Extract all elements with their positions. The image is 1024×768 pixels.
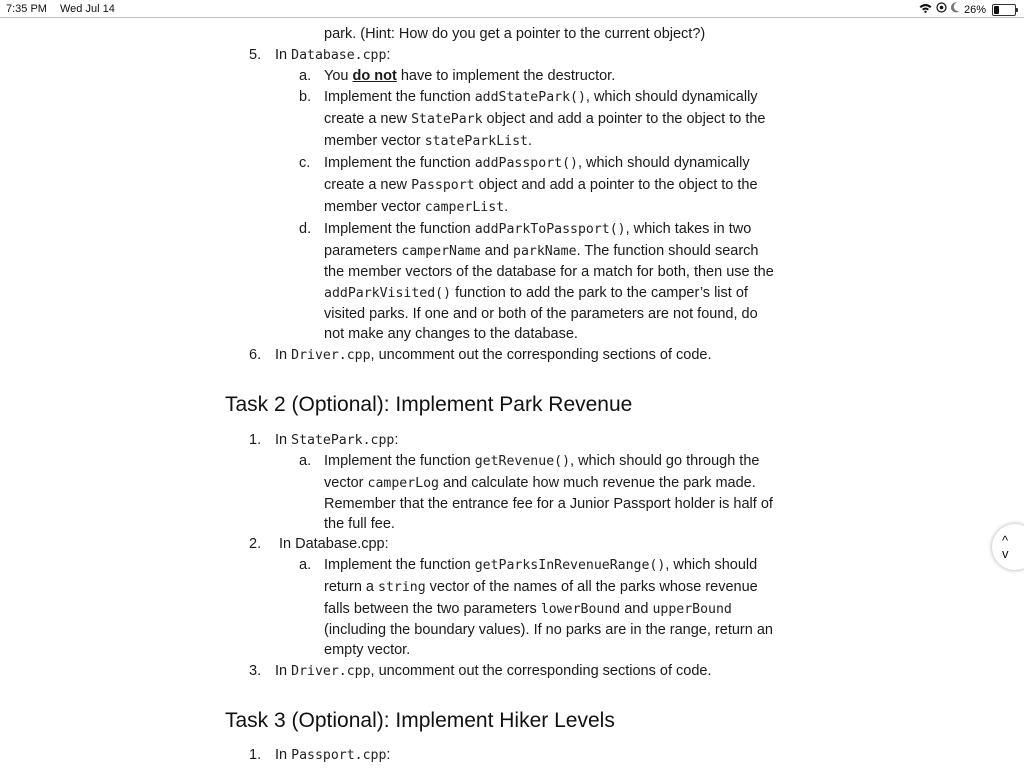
list-item: In Passport.cpp: bbox=[275, 747, 391, 763]
battery-icon bbox=[992, 4, 1016, 16]
list-item: Implement the function getParksInRevenueRange(), which should bbox=[324, 557, 758, 573]
moon-icon bbox=[951, 2, 960, 17]
status-divider bbox=[0, 17, 1024, 18]
code-filename: Database.cpp bbox=[291, 48, 387, 63]
list-item: In Database.cpp: bbox=[275, 47, 391, 63]
text-line: visited parks. If one and or both of the parameters are not found, do bbox=[324, 306, 758, 322]
list-item: Implement the function addPassport(), which should dynamically bbox=[324, 155, 750, 171]
list-number: 5. bbox=[249, 47, 262, 63]
list-item: In Database.cpp: bbox=[279, 536, 389, 552]
code-member: camperLog bbox=[367, 476, 439, 491]
code-class: StatePark bbox=[411, 112, 483, 127]
status-date: Wed Jul 14 bbox=[60, 3, 115, 15]
list-number: 1. bbox=[249, 432, 262, 448]
code-member: stateParkList bbox=[424, 134, 528, 149]
code-filename: StatePark.cpp bbox=[291, 433, 395, 448]
code-member: camperList bbox=[424, 200, 505, 215]
code-param: lowerBound bbox=[540, 602, 621, 617]
list-letter: a. bbox=[299, 557, 312, 573]
code-class: Passport bbox=[411, 178, 475, 193]
list-letter: d. bbox=[299, 221, 312, 237]
text-line: falls between the two parameters lowerBound and upperBound bbox=[324, 601, 732, 617]
status-time: 7:35 PM bbox=[6, 3, 47, 15]
list-item: In Driver.cpp, uncomment out the corresponding sections of code. bbox=[275, 347, 712, 363]
location-lock-icon bbox=[936, 2, 947, 17]
text-line: park. (Hint: How do you get a pointer to the current object?) bbox=[324, 26, 706, 42]
code-param: parkName bbox=[513, 244, 577, 259]
list-letter: c. bbox=[299, 155, 311, 171]
list-letter: a. bbox=[299, 453, 312, 469]
code-function: addParkToPassport() bbox=[474, 222, 626, 237]
list-item: Implement the function getRevenue(), which should go through the bbox=[324, 453, 760, 469]
text-line: return a string vector of the names of all the parks whose revenue bbox=[324, 579, 758, 595]
page-nav-control[interactable] bbox=[992, 524, 1024, 570]
text-line: the full fee. bbox=[324, 516, 395, 532]
text-line: not make any changes to the database. bbox=[324, 326, 578, 342]
code-filename: Driver.cpp bbox=[291, 348, 371, 363]
list-letter: a. bbox=[299, 68, 312, 84]
text-line: member vector camperList. bbox=[324, 199, 509, 215]
list-item: You do not have to implement the destructor. bbox=[324, 68, 616, 84]
code-type: string bbox=[378, 580, 426, 595]
list-number: 6. bbox=[249, 347, 262, 363]
list-item: Implement the function addStatePark(), which should dynamically bbox=[324, 89, 758, 105]
text-line: vector camperLog and calculate how much revenue the park made. bbox=[324, 475, 756, 491]
code-function: addStatePark() bbox=[474, 90, 586, 105]
list-letter: b. bbox=[299, 89, 312, 105]
code-function: addPassport() bbox=[474, 156, 578, 171]
code-function: addParkVisited() bbox=[324, 286, 452, 301]
chevron-up-icon[interactable]: ^ bbox=[1002, 533, 1009, 548]
code-function: getParksInRevenueRange() bbox=[474, 558, 666, 573]
list-item: In Driver.cpp, uncomment out the corresponding sections of code. bbox=[275, 663, 712, 679]
list-number: 1. bbox=[249, 747, 262, 763]
text-line: (including the boundary values). If no parks are in the range, return an bbox=[324, 622, 773, 638]
wifi-icon bbox=[919, 3, 932, 17]
status-right bbox=[919, 2, 1016, 17]
code-param: upperBound bbox=[652, 602, 732, 617]
text-line: create a new StatePark object and add a pointer to the object to the bbox=[324, 111, 766, 127]
text-line: addParkVisited() function to add the park to the camper’s list of bbox=[324, 285, 748, 301]
battery-percent: 26% bbox=[963, 3, 986, 16]
text-line: create a new Passport object and add a pointer to the object to the bbox=[324, 177, 758, 193]
list-number: 2. bbox=[249, 536, 262, 552]
emphasis-text: do not bbox=[352, 68, 397, 84]
chevron-down-icon[interactable]: v bbox=[1002, 546, 1009, 561]
text-line: empty vector. bbox=[324, 642, 411, 658]
text-line: the member vectors of the database for a match for both, then use the bbox=[324, 264, 774, 280]
code-filename: Passport.cpp bbox=[291, 748, 387, 763]
list-number: 3. bbox=[249, 663, 262, 679]
status-bar bbox=[0, 0, 1024, 18]
code-filename: Driver.cpp bbox=[291, 664, 371, 679]
section-heading: Task 3 (Optional): Implement Hiker Levels bbox=[225, 709, 615, 732]
battery-fill bbox=[994, 6, 999, 14]
code-function: getRevenue() bbox=[474, 454, 571, 469]
list-item: In StatePark.cpp: bbox=[275, 432, 399, 448]
text-line: parameters camperName and parkName. The function should search bbox=[324, 243, 759, 259]
text-line: member vector stateParkList. bbox=[324, 133, 532, 149]
list-item: Implement the function addParkToPassport(), which takes in two bbox=[324, 221, 752, 237]
section-heading: Task 2 (Optional): Implement Park Revenue bbox=[225, 393, 633, 416]
code-param: camperName bbox=[401, 244, 481, 259]
text-line: Remember that the entrance fee for a Junior Passport holder is half of bbox=[324, 496, 773, 512]
